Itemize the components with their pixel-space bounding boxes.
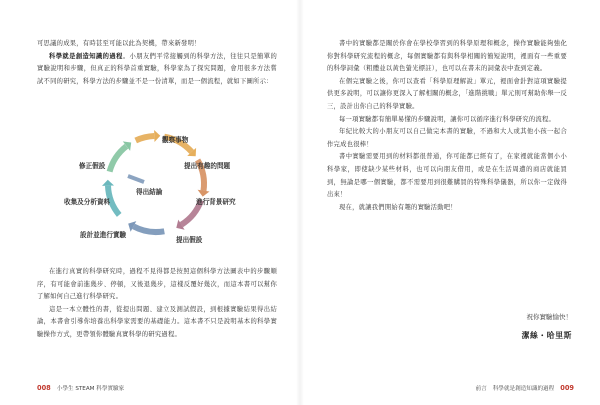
right-paragraph-4: 年紀比較大的小朋友可以自己做完本書的實驗，不過和大人或其他小孩一起合作完成也很棒！ (327, 128, 567, 148)
inner-arrow (128, 176, 144, 182)
left-paragraph-3: 在進行真實的科學研究時，過程不見得都是按照這個科學方法圖表中的步驟順序，有可能會前進幾步、停頓，又後退幾步，這樣反覆好幾次，而這本書可以幫你了解如何自己進行科學研究。 (37, 268, 277, 301)
step-revise-hypothesis: 修正假設 (79, 162, 106, 170)
right-footer (475, 382, 574, 394)
step-ask-question: 提出有趣的問題 (184, 162, 231, 170)
left-page-number: 008 (37, 384, 51, 392)
left-running-title: 小學生 STEAM 科學實驗家 (56, 386, 125, 392)
right-paragraph-3: 每一項實驗都有簡單易懂的步驟說明，讓你可以循序進行科學研究的流程。 (339, 115, 556, 123)
right-text (327, 38, 567, 214)
right-paragraph-5: 書中實驗需要用到的材料都很普通，你可能都已經有了，在家裡就能當個小小科學家，即使缺少某些材料，也可以向朋友借用，或是在生活周遭的商店就能買到，無論是哪一個實驗，都不需要用到很難購買的特殊科學儀器，所以你一定做得出來！ (327, 153, 567, 199)
right-paragraph-1: 書中的實驗都是關於你會在學校學習到的科學原理和概念，操作實驗能夠強化你對科學研究流程的概念，每個實驗都有與科學相關的簡短說明，裡面有一些重要的科學詞彙（粗體並以黃色螢光標註），也可以在書末的詞彙表中查到定義。 (327, 40, 567, 73)
scientific-method-cycle-diagram (58, 110, 258, 262)
step-hypothesis: 提出假設 (176, 236, 203, 244)
step-analyze-data: 收集及分析資料 (64, 198, 111, 206)
cycle-arrow-segment (134, 226, 165, 232)
left-footer (37, 382, 124, 394)
left-paragraph-2 (37, 51, 277, 89)
step-experiment: 設計並進行實驗 (80, 231, 127, 239)
cycle-arrow-head (102, 180, 114, 186)
right-paragraph-6: 現在，就讓我們開始有趣的實驗活動吧！ (339, 203, 457, 211)
right-page-number: 009 (560, 384, 574, 392)
cycle-arrow-segment (136, 136, 155, 141)
left-paragraph-4: 這是一本立體性的書，從提出問題、建立及測試假設，到根據實驗結果得出結論，本書會引導你培養出科學家需要的基礎能力。這本書不只是說明基本的科學實驗操作方式，更帶領你體驗真實科學的研究過程。 (37, 305, 277, 338)
right-section-label: 前言 (475, 386, 487, 392)
left-paragraph-1: 可思議的成果，有時甚至可能以此為契機，帶來新發明！ (37, 40, 201, 47)
right-running-title: 科學就是創造知識的過程 (492, 386, 555, 392)
left-top-text (37, 38, 277, 88)
right-page (300, 0, 600, 405)
sign-off: 祝你實驗愉快！ (526, 313, 572, 321)
cycle-arrow-segment (110, 146, 127, 171)
left-paragraph-2-lead: 科學就是創造知識的過程 (49, 52, 123, 60)
author-signature: 潔絲・哈里斯 (521, 331, 572, 340)
step-conclusion: 得出結論 (136, 188, 163, 196)
cycle-arrow-head (154, 130, 160, 142)
left-paragraph-2-body: 。小朋友們平常接觸到的科學方法，往往只是簡單的實驗說明和步驟，但真正的科學首重實驗，科學家為了探究問題，會用很多方法嘗試不同的研究，科學方法的步驟並不是一份清單，而是一個流程，就如下圖所示： (37, 52, 278, 85)
step-observe: 觀察事物 (162, 136, 189, 144)
left-bottom-text (37, 266, 277, 342)
right-paragraph-2: 在個完實驗之後，你可以查看「科學原理解說」單元，裡面會針對這項實驗提供更多說明，可以讓你更深入了解相關的概念，「進階挑戰」單元則可幫助你舉一反三，設計出你自己的科學實驗。 (327, 77, 567, 110)
step-background-research: 進行背景研究 (196, 198, 236, 206)
